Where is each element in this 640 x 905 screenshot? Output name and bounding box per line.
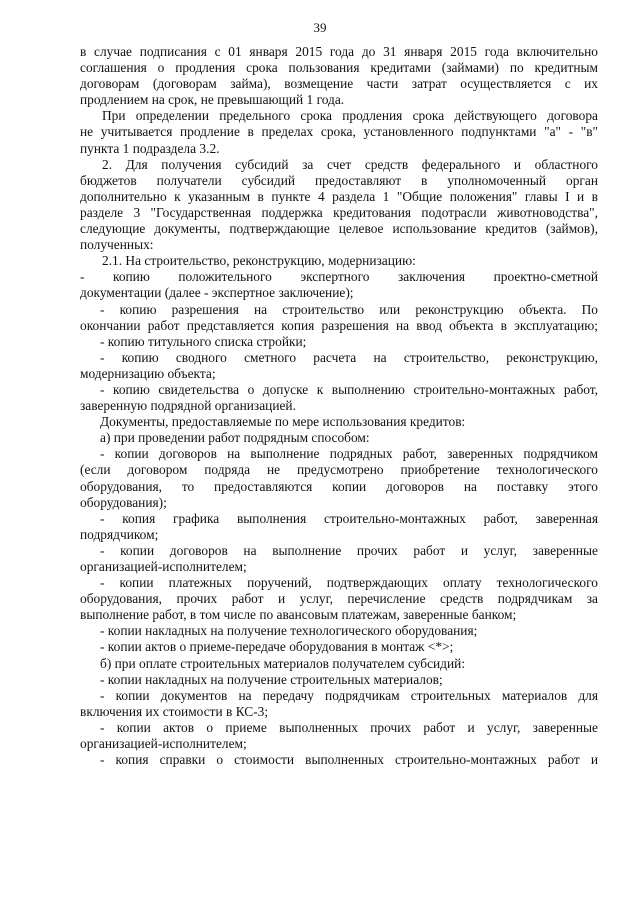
text-line: подрядчиком; — [80, 526, 159, 542]
text-line: - копию сводного сметного расчета на строительство, реконструкцию, — [100, 349, 598, 365]
text-line: полученных: — [80, 237, 154, 253]
text-line: включения их стоимости в КС-3; — [80, 703, 269, 719]
text-line: - копии накладных на получение технологического оборудования; — [100, 623, 478, 639]
text-line: организацией-исполнителем; — [80, 559, 247, 574]
text-line: Документы, предоставляемые по мере использования кредитов: — [100, 414, 466, 430]
text-line: - копии договоров на выполнение прочих работ и услуг, заверенные — [100, 542, 598, 558]
text-line: соглашения о продления срока пользования кредитами (займами) по кредитным — [80, 60, 598, 76]
text-line: а) при проведении работ подрядным способом: — [100, 430, 370, 446]
text-line: - копии платежных поручений, подтверждающих оплату технологического — [100, 575, 598, 591]
text-line: 2. Для получения субсидий за счет средств федерального и областного — [102, 156, 598, 172]
text-line: выполнение работ, в том числе по авансовым платежам, заверенные банком; — [80, 607, 517, 623]
text-line: - копию свидетельства о допуске к выполнению строительно-монтажных работ, — [100, 381, 598, 397]
text-line: - копия графика выполнения строительно-монтажных работ, заверенная — [100, 510, 598, 526]
text-line: разделе 3 "Государственная поддержка кредитования подотрасли животноводства", — [80, 204, 598, 220]
text-line: бюджетов получатели субсидий предоставляют в уполномоченный орган — [80, 172, 598, 188]
text-line: пункта 1 подраздела 3.2. — [80, 140, 220, 156]
text-line: заверенную подрядной организацией. — [80, 398, 296, 414]
document-body — [80, 44, 598, 768]
page-number: 39 — [313, 20, 327, 35]
text-line: оборудования); — [80, 494, 167, 510]
text-line: - копию разрешения на строительство или реконструкцию объекта. По — [100, 301, 598, 317]
text-line: При определении предельного срока продления срока действующего договора — [102, 108, 598, 124]
text-line: - копии документов на передачу подрядчикам строительных материалов для — [100, 687, 598, 703]
text-line: - копия справки о стоимости выполненных строительно-монтажных работ и — [100, 752, 598, 768]
text-line: документации (далее - экспертное заключение); — [80, 285, 354, 301]
text-line: не учитывается продление в пределах срока, установленного подпунктами "а" - "в" — [80, 124, 598, 140]
text-line: - копии договоров на выполнение подрядных работ, заверенных подрядчиком — [100, 446, 598, 462]
text-line: - копии актов о приеме-передаче оборудования в монтаж <*>; — [100, 639, 454, 655]
text-line: окончании работ представляется копия разрешения на ввод объекта в эксплуатацию; — [80, 317, 598, 333]
text-line: оборудования, то предоставляются копии договоров на поставку этого — [80, 478, 598, 494]
text-line: в случае подписания с 01 января 2015 года до 31 января 2015 года включительно — [80, 44, 598, 59]
text-line: - копии актов о приеме выполненных прочих работ и услуг, заверенные — [100, 719, 598, 735]
text-line: договорам (договорам займа), возмещение части затрат осуществляется с их — [80, 76, 598, 92]
text-line: модернизацию объекта; — [80, 365, 216, 381]
text-line: б) при оплате строительных материалов получателем субсидий: — [100, 655, 466, 671]
text-line: (если договором подряда не предусмотрено приобретение технологического — [80, 462, 598, 478]
text-line: организацией-исполнителем; — [80, 736, 247, 752]
text-line: - копию титульного списка стройки; — [100, 333, 307, 349]
text-line: - копию положительного экспертного заключения проектно-сметной — [80, 269, 598, 285]
text-line: дополнительно к указанным в пункте 4 раздела 1 "Общие положения" главы I и в — [80, 188, 598, 204]
text-line: следующие документы, подтверждающие целевое использование кредитов (займов), — [80, 221, 598, 237]
text-line: продлением на срок, не превышающий 1 года. — [80, 92, 345, 108]
text-line: 2.1. На строительство, реконструкцию, модернизацию: — [102, 253, 416, 269]
text-line: оборудования, прочих работ и услуг, перечисление средств подрядчикам за — [80, 591, 598, 607]
text-line: - копии накладных на получение строительных материалов; — [100, 671, 443, 687]
